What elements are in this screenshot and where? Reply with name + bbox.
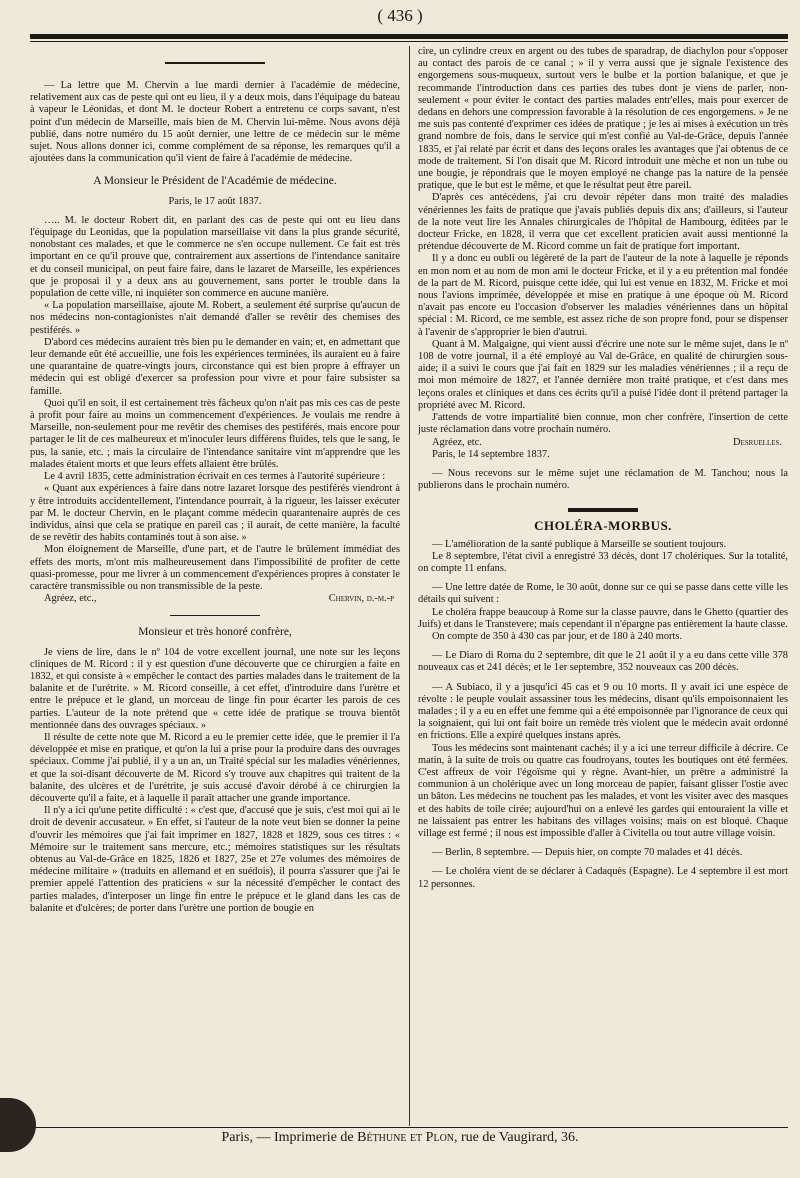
paragraph: Il n'y a ici qu'une petite difficulté : « c'est que, d'accusé que je suis, c'est moi qui ai le droit de devenir accusateur. » En effet, si l'auteur de la note veut bien se donner la peine d'ouvrir les mémoires que j'ai fait imprimer en 1827, 1828 et 1829, sous ces titres : « Mémoire sur le traitement sans mercure, etc.; mémoires statistiques sur les résultats obtenus au Val-de-Grâce en 1825, 1826 et 1827, 25e et 27e volumes des mémoires de médecine militaire » (traduits en allemand et en suédois), il pourra s'assurer que j'ai le premier appelé l'attention des praticiens « sur la nécessité d'empêcher le contact des parties malades, d'interposer un linge fin entre le prépuce et le gland dans les cas de balanite et d'ulcères; de porter dans l'urètre une portion de bougie en — [30, 805, 400, 914]
footer-printer-name: Béthune et Plon — [357, 1130, 455, 1145]
paragraph: — A Subiaco, il y a jusqu'ici 45 cas et 9 ou 10 morts. Il y avait ici une espèce de révolte : le peuple voulait assassiner tous les médecins, disant qu'ils empoisonnaient les malades ; il y a eu en effet une femme qui a été empoisonnée par l'ignorance de ceux qui la soignaient, qui lui ont fait boire un remède très violent que le médecin avait ordonné en frictions. Elle a expiré quelques instans après. — [418, 681, 788, 742]
dateline-chervin: Paris, le 17 août 1837. — [168, 195, 262, 207]
paragraph: « La population marseillaise, ajoute M. Robert, a seulement été surprise qu'aucun de nos médecins non-contagionistes n'ait demandé d'aller se revêtir des chemises des pestiférés. » — [30, 300, 400, 336]
signature-name: Chervin, d.-m.-p — [328, 593, 394, 605]
page-number: ( 436 ) — [377, 6, 423, 25]
signature-closing: Agréez, etc. — [432, 436, 482, 448]
paragraph: J'attends de votre impartialité bien connue, mon cher confrère, l'insertion de cette juste réclamation dans votre prochain numéro. — [418, 412, 788, 436]
paragraph: ….. M. le docteur Robert dit, en parlant des cas de peste qui ont eu lieu dans l'équipage du Leonidas, que la population marseillaise vit dans la plus grande sécurité, nonobstant ces malades, et que le commerce ne s'en occupe nullement. Ce fait est très important en ce qu'il prouve que, contrairement aux assertions de l'intendance sanitaire et du conseil municipal, on peut faire faire, dans le lazaret de Marseille, les expériences que je proposai il y a deux ans au gouvernement, sans porter le trouble dans la population de cette ville, ni inquiéter son commerce en aucune manière. — [30, 214, 400, 300]
footer-rule — [30, 1127, 788, 1128]
paragraph: Le 4 avril 1835, cette administration écrivait en ces termes à l'autorité supérieure : — [44, 471, 386, 483]
paragraph: D'abord ces médecins auraient très bien pu le demander en vain; et, en admettant que leur demande eût été accueillie, une fois les expériences terminées, ils auraient eu à faire une quarantaine de quatre-vingts jours, circonstance qui est bien propre à effrayer un médecin qui est obligé d'exercer sa profession pour vivre et pour faire subsister sa famille. — [30, 336, 400, 397]
paragraph: Il résulte de cette note que M. Ricord a eu le premier cette idée, que le premier il l'a développée et mise en pratique, et qu'on la lui a prise pour la produire dans des ouvrages spéciaux. Comme j'ai publié, il y a un an, un Traité spécial sur les maladies vénériennes, et que la soi-disant découverte de M. Ricord s'y trouve aux chapitres qui traitent de la balanite, des ulcères et de l'urétrite, je suis accusé d'avoir dérobé à ce chirurgien la découverte qu'il a faite, et à laquelle il paraît attacher une grande importance. — [30, 731, 400, 804]
top-rule — [30, 34, 788, 39]
right-column — [418, 46, 788, 1126]
dateline-desruelles: Paris, le 14 septembre 1837. — [432, 448, 550, 460]
left-column — [30, 46, 400, 1126]
chervin-intro-paragraph: — La lettre que M. Chervin a lue mardi dernier à l'académie de médecine, relativement aux cas de peste qui ont eu lieu, il y a deux mois, dans l'équipage du bateau à vapeur le Léonidas, et dont M. le docteur Robert a entretenu ce corps savant, n'est point d'un médecin de Marseille, mais bien de M. Chervin lui-même. Nous avons déjà publié, dans notre numéro du 15 août dernier, une lettre de ce médecin sur le même sujet. Nous allons donner ici, comme complément de sa réponse, les remarques qu'il a ajoutées dans la communication qu'il vient de faire à l'académie de médecine. — [30, 80, 400, 165]
section-title: CHOLÉRA-MORBUS. — [534, 518, 672, 534]
footer-imprint: — Imprimerie de — [256, 1130, 354, 1145]
letter-heading-chervin: A Monsieur le Président de l'Académie de médecine. — [93, 175, 337, 188]
signature-closing: Agréez, etc., — [44, 593, 97, 605]
paragraph: Tous les médecins sont maintenant cachés; il y a ici une terreur difficile à décrire. Ce matin, à la suite de trois ou quatre cas foudroyans, toutes les boutiques ont été fermées. C'est affreux de voir l'égoïsme qui y règne. Avant-hier, un prêtre a administré la communion à un cholérique avec un long morceau de papier, faisant glisser l'ostie avec un bâton. Les médecins ne touchent pas les malades, et vont les visiter avec des masques et des habits de toile cirée; aujourd'hui on a enlevé les gardes qui entouraient la ville et ne laissaient pas entrer les habitans des villages voisins; mais on est bloqué. Chaque village est fermé ; il nous est impossible d'aller à Civitella ou tout autre village voisin. — [418, 742, 788, 839]
paragraph: Mon éloignement de Marseille, d'une part, et de l'autre le brûlement immédiat des effets des morts, m'ont mis malheureusement dans l'impossibilité de profiter de cette quasi-promesse, pour me livrer à un commencement d'expériences propres à constater le caractère transmissible ou non transmissible de la peste. — [30, 544, 400, 592]
signature-desruelles — [418, 437, 788, 449]
separator-rule — [170, 615, 260, 616]
paragraph: Le choléra frappe beaucoup à Rome sur la classe pauvre, dans le Ghetto (quartier des Juifs) et dans le Transtevere; mais cependant il n'épargne pas entièrement la haute classe. — [418, 606, 788, 630]
paragraph: — L'amélioration de la santé publique à Marseille se soutient toujours. — [432, 538, 727, 550]
paragraph: Quoi qu'il en soit, il est certainement très fâcheux qu'on n'ait pas mis ces cas de peste à profit pour faire au moins un commencement d'expériences. Je voulais me rendre à Marseille, non-seulement pour me revêtir des chemises des pestiférés, mais encore pour partager le lit de ces malheureux et m'inoculer leurs différens fluides, tels que le sang, le pus, la sanie, etc. ; mais la circulaire de l'intendance sanitaire vint m'apprendre que les malades étaient morts et que leurs effets allaient être brûlés. — [30, 397, 400, 470]
paragraph: — Nous recevons sur le même sujet une réclamation de M. Tanchou; nous la publierons dans le prochain numéro. — [418, 467, 788, 492]
paragraph: — Berlin, 8 septembre. — Depuis hier, on compte 70 malades et 41 décès. — [432, 847, 743, 859]
top-rule-thin — [30, 41, 788, 42]
column-divider — [409, 46, 410, 1126]
signature-chervin — [30, 593, 400, 605]
paragraph: On compte de 350 à 430 cas par jour, et de 180 à 240 morts. — [432, 630, 683, 642]
paragraph: Le 8 septembre, l'état civil a enregistré 33 décès, dont 17 cholériques. Sur la totalité, on compte 11 enfans. — [418, 550, 788, 574]
paragraph: Je viens de lire, dans le nº 104 de votre excellent journal, une note sur les leçons cliniques de M. Ricord : il y est question d'une découverte que ce chirurgien a faite en 1832, et qui consiste à « empêcher le contact des parties malades dans le traitement de la balanite et de l'urétrite. » M. Ricord conseille, à cet effet, d'introduire dans l'urètre et entre le prépuce et le gland, un morceau de linge fin pour écarter les parois de ces parties. L'auteur de la note prétend que « cette idée de pratique se trouva bientôt mentionnée dans des ouvrages spéciaux. » — [30, 646, 400, 731]
signature-name: Desruelles. — [733, 436, 782, 448]
paragraph: cire, un cylindre creux en argent ou des tubes de sparadrap, de diachylon pour s'opposer au contact des parois de ce canal ; » il y verra aussi que je signale l'existence des engorgemens sous-muqueux, surtout vers le bulbe et la portion balanique, et que je recommande l'introduction dans ces parties des tubes dont je viens de parler, non-seulement « pour éviter le contact des parties malades entr'elles, mais pour exercer de dedans en dehors une compression favorable à la résolution de ces engorgemens. » Je ne me suis pas contenté d'exprimer ces idées de pratique ; je les ai mises à exécution un très grand nombre de fois, dans le service qui m'est confié au Val-de-Grâce, depuis l'année 1835, et j'ai relaté par écrit et dans des leçons orales les avantages que j'ai obtenus de ce mode de traitement. Si l'on disait que M. Ricord introduit une mèche et non un tube ou une bougie, je répondrais que le moyen employé ne change pas la nature de la pensée pratique, que le but est le même, et que le résultat peut être pareil. — [418, 46, 788, 192]
separator-rule — [165, 62, 265, 64]
printer-footer — [0, 1130, 800, 1146]
paragraph: Quant à M. Malgaigne, qui vient aussi d'écrire une note sur le même sujet, dans le nº 108 de votre journal, il a été employé au Val de-Grâce, en qualité de chirurgien sous-aide; il a suivi le cours que j'ai fait en 1829 sur les maladies vénériennes ; il a reçu de moi mon mémoire de 1827, et l'année dernière mon traité pratique, et c'est dans mes leçons orales et cliniques et dans ces écrits qu'il a puisé l'idée dont il prétend partager la propriété avec M. Ricord. — [418, 338, 788, 411]
paragraph: — Le choléra vient de se déclarer à Cadaquès (Espagne). Le 4 septembre il est mort 12 personnes. — [418, 866, 788, 890]
paragraph: — Le Diaro di Roma du 2 septembre, dit que le 21 août il y a eu dans cette ville 378 nouveaux cas et 241 décès; et le 1er septembre, 352 nouveaux cas 200 décès. — [418, 650, 788, 674]
paragraph: Il y a donc eu oubli ou légèreté de la part de l'auteur de la note à laquelle je réponds en mon nom et au nom de mon ami le docteur Fricke, et il y a eu prétention mal fondée de la part de M. Ricord, puisque cette idée, qui lui est venue en 1832, M. Fricke et moi nous l'avions imprimée, développée et mise en pratique à une époque où M. Ricord n'avait pas encore eu l'occasion d'observer les maladies vénériennes dans un hôpital spécial : M. Ricord, ce me semble, est assez riche de son propre fond, pour se dispenser à l'avenir de s'approprier le bien d'autrui. — [418, 253, 788, 338]
paragraph: — Une lettre datée de Rome, le 30 août, donne sur ce qui se passe dans cette ville les détails qui suivent : — [418, 582, 788, 606]
footer-address: , rue de Vaugirard, 36. — [454, 1130, 579, 1145]
section-rule — [568, 508, 638, 512]
footer-city: Paris, — [221, 1130, 253, 1145]
quoted-paragraph: « Quant aux expériences à faire dans notre lazaret lorsque des pestiférés viendront à y être introduits accidentellement, l'intendance pourrait, à la rigueur, les laisser exécuter par M. le docteur Chervin, en le plaçant comme médecin quarantenaire auprès de ces individus, ainsi que cela se pratique en pareil cas ; il aurait, de cette manière, la faculté de se revêtir des habits contaminés tout à son aise. » — [30, 483, 400, 544]
paragraph: D'après ces antécédens, j'ai cru devoir répéter dans mon traité des maladies vénériennes les faits de pratique que j'avais publiés depuis dix ans; d'ailleurs, si l'auteur de la note veut lire les Annales chirurgicales de l'hôpital de Hambourg, éditées par le docteur Fricke, en 1828, il verra que cet excellent praticien avait aussi mentionné la prétendue découverte de M. Ricord comme un fait de pratique fort important. — [418, 192, 788, 253]
letter-heading-desruelles: Monsieur et très honoré confrère, — [138, 626, 292, 639]
